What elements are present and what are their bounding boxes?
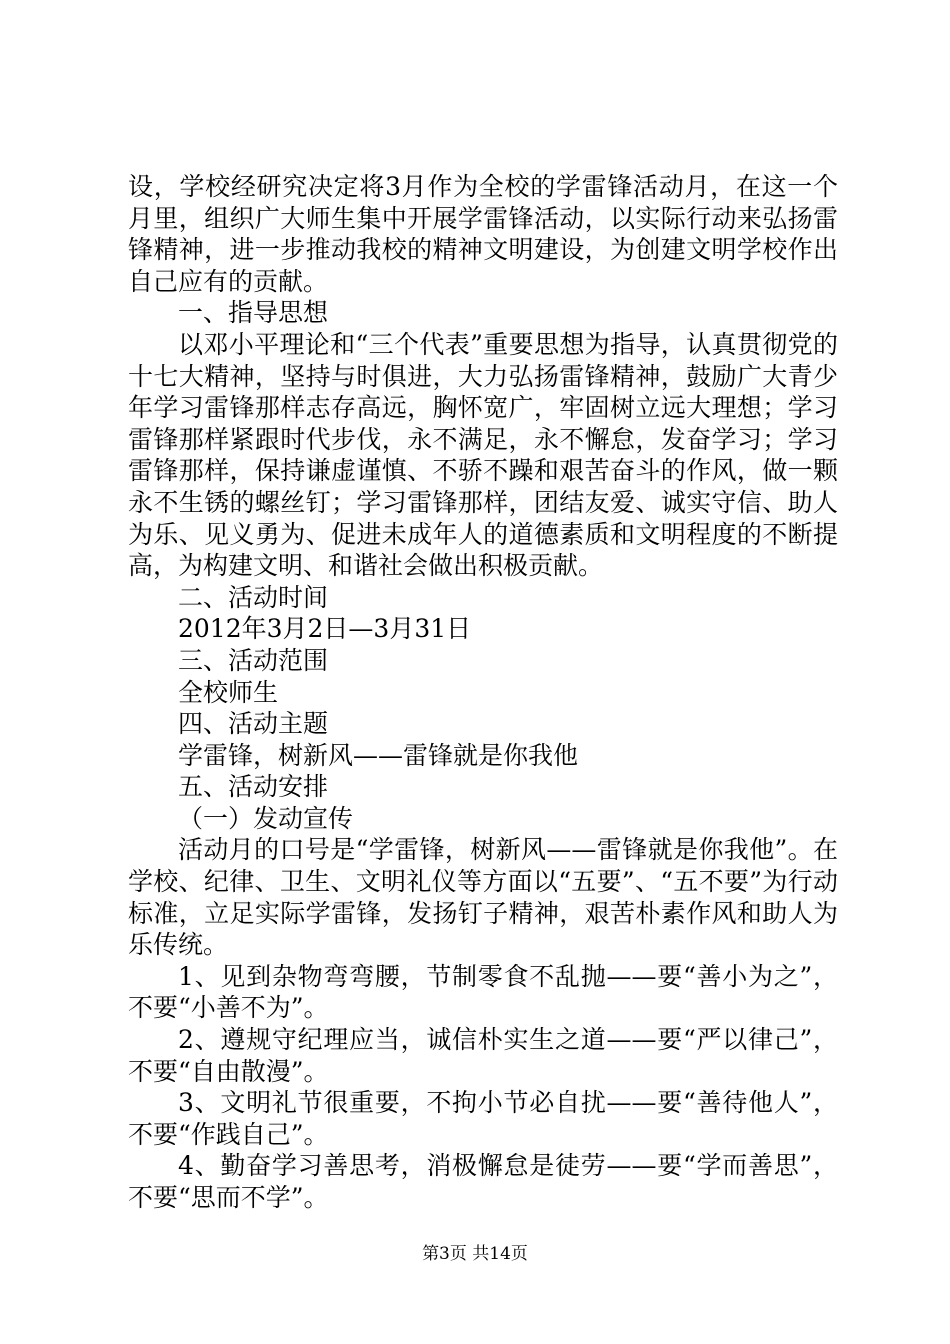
activity-time-value: 2012年3月2日—3月31日: [178, 614, 472, 644]
paragraph-slogan: 活动月的口号是“学雷锋，树新风——雷锋就是你我他”。在学校、纪律、卫生、文明礼仪等方面以“五要”、“五不要”为行动标准，立足实际学雷锋，发扬钉子精神，艰苦朴素作风和助人为乐传统。: [128, 835, 838, 960]
page-footer: 第3页 共14页: [422, 1244, 528, 1264]
section-heading-activity-theme: 四、活动主题: [178, 709, 329, 739]
activity-scope-value: 全校师生: [178, 677, 279, 707]
list-item-4: 4、勤奋学习善思考，消极懈怠是徒劳——要“学而善思”，不要“思而不学”。: [128, 1151, 838, 1212]
list-item-2: 2、遵规守纪理应当，诚信朴实生之道——要“严以律己”，不要“自由散漫”。: [128, 1025, 838, 1086]
section-heading-activity-scope: 三、活动范围: [178, 645, 329, 675]
section-heading-guiding-ideology: 一、指导思想: [178, 298, 329, 328]
paragraph-intro-continued: 设，学校经研究决定将3月作为全校的学雷锋活动月，在这一个月里，组织广大师生集中开展学雷锋活动，以实际行动来弘扬雷锋精神，进一步推动我校的精神文明建设，为创建文明学校作出自己应有的贡献。: [128, 172, 838, 296]
activity-theme-value: 学雷锋，树新风——雷锋就是你我他: [178, 740, 579, 770]
list-item-1: 1、见到杂物弯弯腰，节制零食不乱抛——要“善小为之”，不要“小善不为”。: [128, 961, 838, 1023]
section-heading-activity-arrangement: 五、活动安排: [178, 772, 329, 802]
list-item-3: 3、文明礼节很重要，不拘小节必自扰——要“善待他人”，不要“作践自己”。: [128, 1088, 838, 1149]
paragraph-guiding-ideology: 以邓小平理论和“三个代表”重要思想为指导，认真贯彻党的十七大精神，坚持与时俱进，大力弘扬雷锋精神，鼓励广大青少年学习雷锋那样志存高远，胸怀宽广，牢固树立远大理想；学习雷锋那样紧跟时代步伐，永不满足，永不懈怠，发奋学习；学习雷锋那样，保持谦虚谨慎、不骄不躁和艰苦奋斗的作风，做一颗永不生锈的螺丝钉；学习雷锋那样，团结友爱、诚实守信、助人为乐、见义勇为、促进未成年人的道德素质和文明程度的不断提高，为构建文明、和谐社会做出积极贡献。: [128, 329, 838, 581]
section-heading-activity-time: 二、活动时间: [178, 582, 329, 612]
subsection-heading-mobilization: （一）发动宣传: [178, 803, 354, 833]
document-body: [128, 171, 838, 1214]
